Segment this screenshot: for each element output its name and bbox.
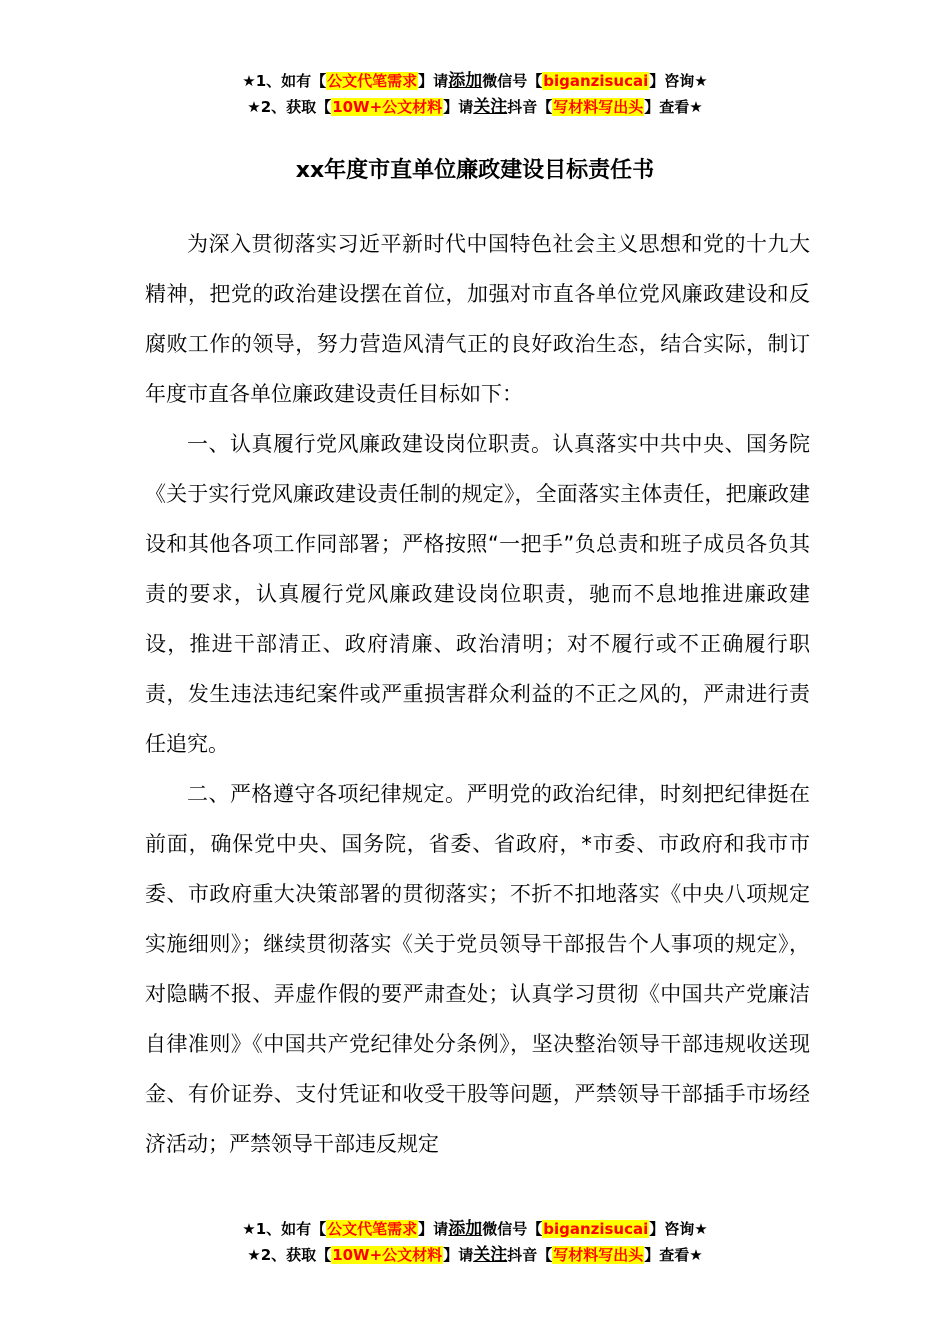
highlight-materials: 10W+公文材料 — [332, 1246, 443, 1264]
promo-banner-bottom — [0, 1216, 950, 1268]
promo-text: 抖音【 — [507, 1246, 553, 1264]
promo-text: 】查看 — [644, 1246, 690, 1264]
promo-text: 】请 — [443, 98, 474, 116]
highlight-wechat-id: biganzisucai — [543, 1220, 649, 1238]
star-icon: ★ — [694, 72, 708, 90]
document-title: xx年度市直单位廉政建设目标责任书 — [295, 158, 655, 183]
highlight-materials: 10W+公文材料 — [332, 98, 443, 116]
promo-emphasis: 关注 — [473, 97, 508, 117]
promo-text: 】咨询 — [649, 1220, 695, 1238]
promo-text: 抖音【 — [507, 98, 553, 116]
promo-text: 1、如有【 — [255, 72, 327, 90]
star-icon: ★ — [247, 1246, 261, 1264]
promo-line-1 — [0, 68, 950, 94]
star-icon: ★ — [694, 1220, 708, 1238]
highlight-wechat-id: biganzisucai — [543, 72, 649, 90]
document-body — [145, 219, 810, 1169]
highlight-douyin-account: 写材料写出头 — [553, 98, 644, 116]
highlight-service: 公文代笔需求 — [327, 72, 418, 90]
promo-text: 2、获取【 — [260, 98, 332, 116]
star-icon: ★ — [689, 1246, 703, 1264]
promo-text: 】请 — [418, 72, 449, 90]
promo-text: 】咨询 — [649, 72, 695, 90]
highlight-service: 公文代笔需求 — [327, 1220, 418, 1238]
promo-line-2 — [0, 94, 950, 120]
paragraph-section-1: 一、认真履行党风廉政建设岗位职责。认真落实中共中央、国务院《关于实行党风廉政建设责任制的规定》，全面落实主体责任，把廉政建设和其他各项工作同部署；严格按照“一把手”负总责和班子成员各负其责的要求，认真履行党风廉政建设岗位职责，驰而不息地推进廉政建设，推进干部清正、政府清廉、政治清明；对不履行或不正确履行职责，发生违法违纪案件或严重损害群众利益的不正之风的，严肃进行责任追究。 — [145, 432, 810, 756]
promo-emphasis: 添加 — [448, 1219, 483, 1239]
promo-text: 】查看 — [644, 98, 690, 116]
paragraph-section-2: 二、严格遵守各项纪律规定。严明党的政治纪律，时刻把纪律挺在前面，确保党中央、国务院，省委、省政府，*市委、市政府和我市市委、市政府重大决策部署的贯彻落实；不折不扣地落实《中央八项规定实施细则》；继续贯彻落实《关于党员领导干部报告个人事项的规定》，对隐瞒不报、弄虚作假的要严肃查处；认真学习贯彻《中国共产党廉洁自律准则》《中国共产党纪律处分条例》，坚决整治领导干部违规收送现金、有价证券、支付凭证和收受干股等问题，严禁领导干部插手市场经济活动；严禁领导干部违反规定 — [145, 782, 810, 1156]
promo-line-1 — [0, 1216, 950, 1242]
paragraph-intro: 为深入贯彻落实习近平新时代中国特色社会主义思想和党的十九大精神，把党的政治建设摆在首位，加强对市直各单位党风廉政建设和反腐败工作的领导，努力营造风清气正的良好政治生态，结合实际，制订年度市直各单位廉政建设责任目标如下： — [145, 232, 810, 406]
promo-line-2 — [0, 1242, 950, 1268]
star-icon: ★ — [242, 1220, 256, 1238]
promo-text: 2、获取【 — [260, 1246, 332, 1264]
star-icon: ★ — [689, 98, 703, 116]
promo-banner-top — [0, 68, 950, 120]
star-icon: ★ — [247, 98, 261, 116]
promo-emphasis: 添加 — [448, 71, 483, 91]
promo-emphasis: 关注 — [473, 1245, 508, 1265]
promo-text: 1、如有【 — [255, 1220, 327, 1238]
promo-text: 微信号【 — [482, 1220, 543, 1238]
promo-text: 】请 — [443, 1246, 474, 1264]
promo-text: 】请 — [418, 1220, 449, 1238]
star-icon: ★ — [242, 72, 256, 90]
promo-text: 微信号【 — [482, 72, 543, 90]
highlight-douyin-account: 写材料写出头 — [553, 1246, 644, 1264]
